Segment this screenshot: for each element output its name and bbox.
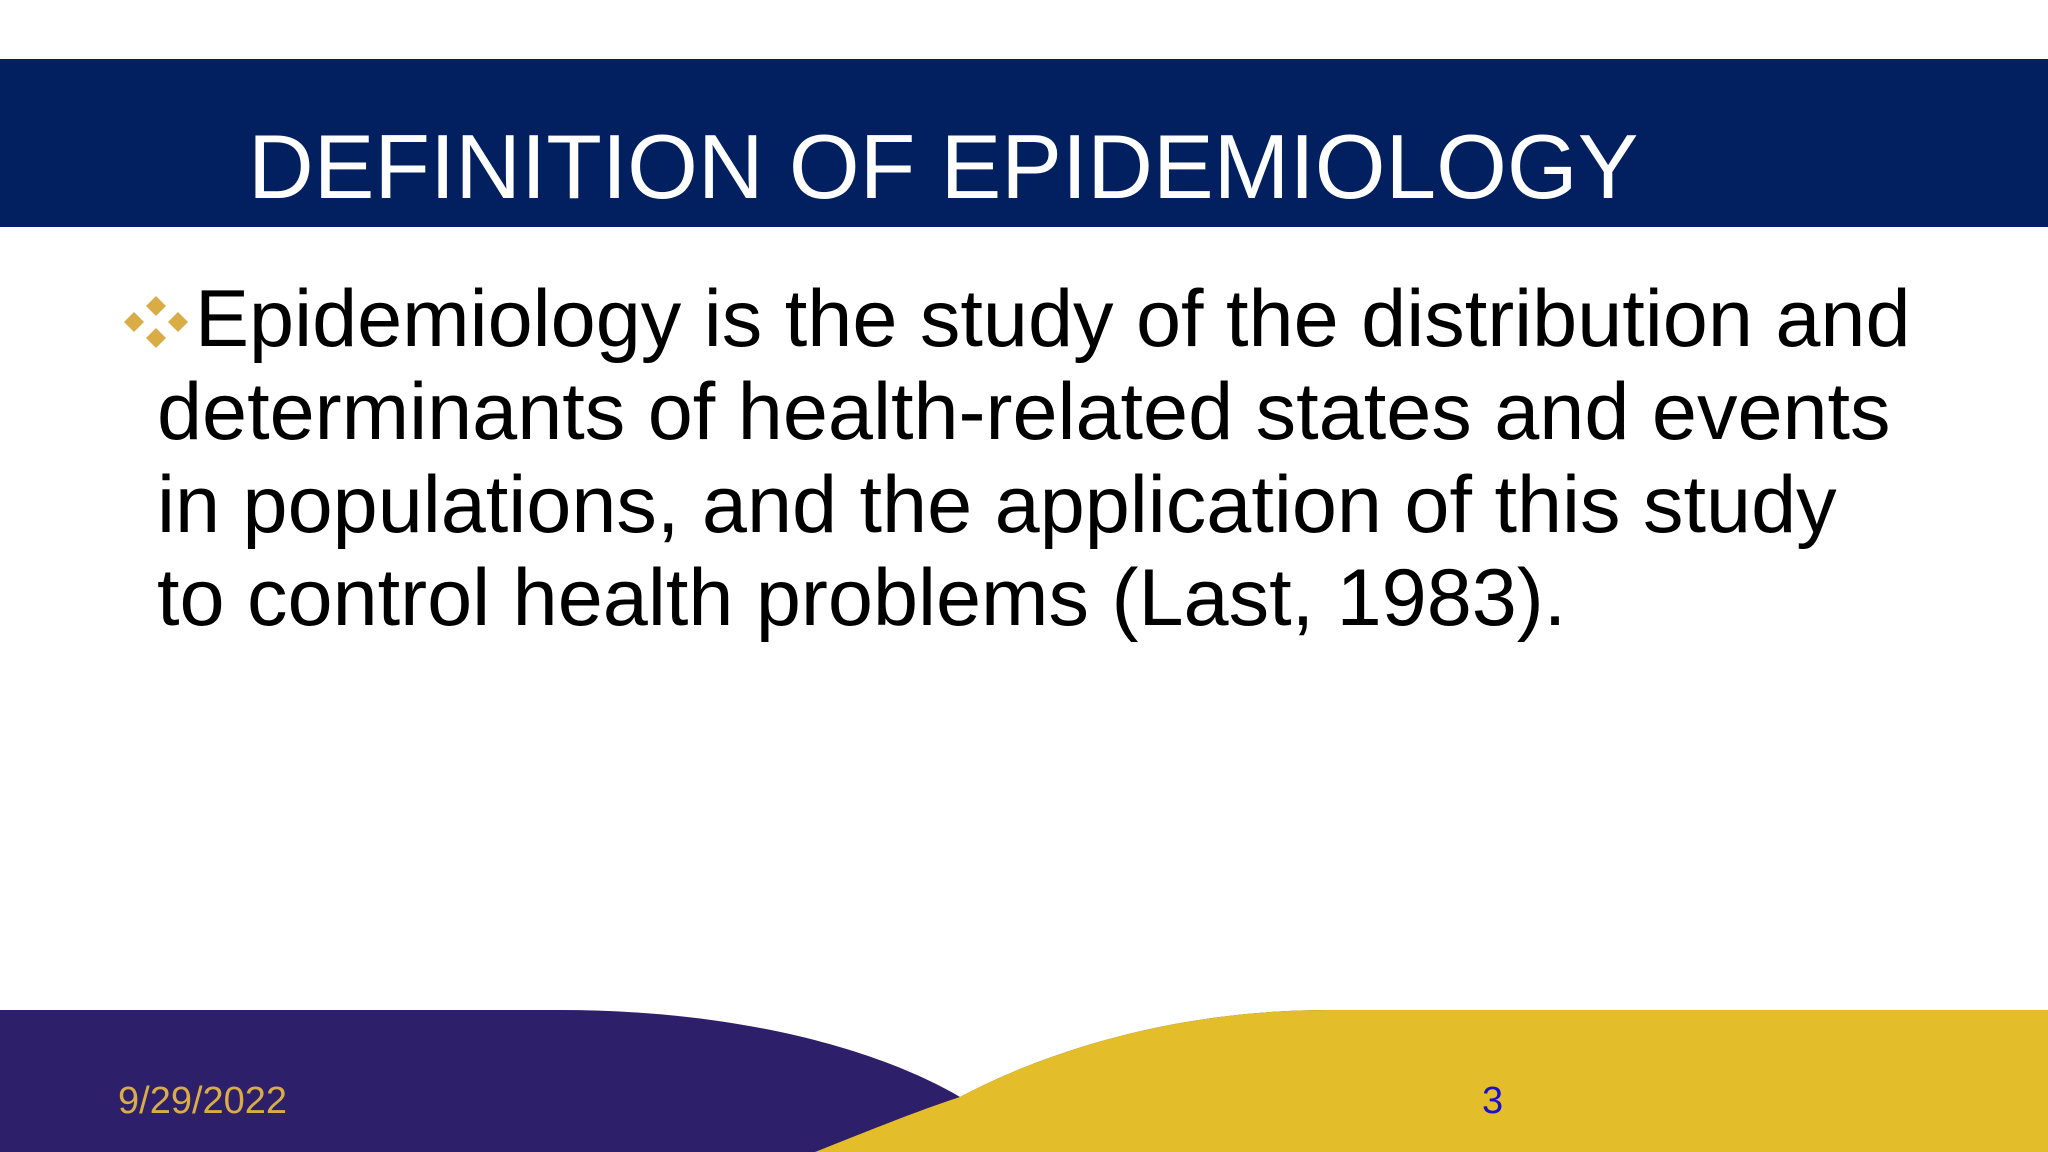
slide-title: DEFINITION OF EPIDEMIOLOGY (248, 117, 1639, 218)
bullet-text: Epidemiology is the study of the distribution and determinants of health-related states and events in populations, and the application of this study to control health problems (Last, 1983). (157, 274, 1911, 643)
footer-date: 9/29/2022 (118, 1080, 288, 1122)
page-number: 3 (1482, 1080, 1504, 1122)
footer-wave (0, 1010, 2048, 1152)
